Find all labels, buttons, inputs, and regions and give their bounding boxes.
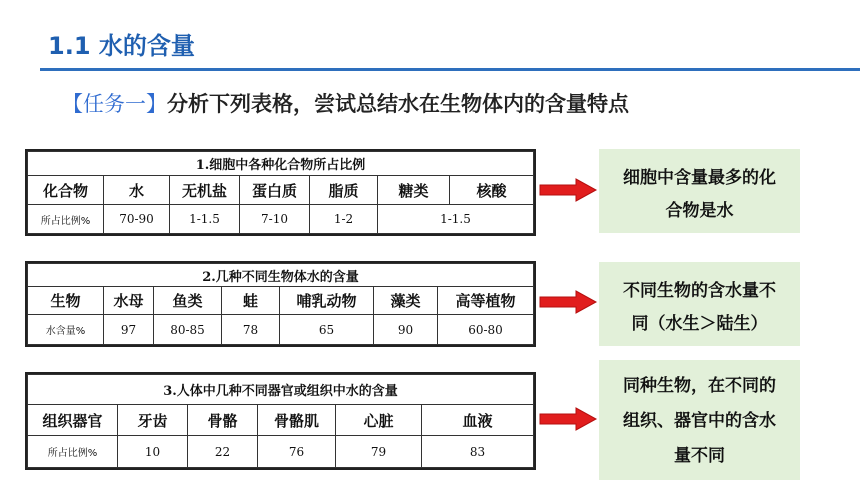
table3-cell: 10: [118, 436, 188, 468]
table3-cell: 83: [422, 436, 534, 468]
table1-header: 水: [104, 176, 170, 205]
table3-caption: 3.人体中几种不同器官或组织中水的含量: [28, 375, 534, 405]
conclusion-line: 同（水生＞陆生）: [631, 314, 768, 334]
table2-cell: 80-85: [154, 315, 222, 345]
table3-row-label: 所占比例%: [28, 436, 118, 468]
compound-ratio-table: [25, 149, 536, 236]
page-title: 1.1 水的含量: [48, 32, 195, 60]
conclusion-line: 合物是水: [665, 201, 734, 221]
table2-cell: 60-80: [438, 315, 534, 345]
task-text: 分析下列表格，尝试总结水在生物体内的含量特点: [167, 92, 629, 116]
table3-header: 骨骼肌: [258, 405, 336, 436]
table3-cell: 79: [336, 436, 422, 468]
table2-caption: 2.几种不同生物体水的含量: [28, 264, 534, 287]
arrow-right-icon: [538, 406, 598, 432]
conclusion-line: 量不同: [674, 446, 725, 466]
table1-header: 无机盐: [170, 176, 240, 205]
table1-header: 化合物: [28, 176, 104, 205]
table2-header: 蛙: [222, 287, 280, 315]
table2-cell: 97: [104, 315, 154, 345]
conclusion-box: [599, 262, 800, 346]
table3-cell: 22: [188, 436, 258, 468]
task-label: 【任务一】: [62, 92, 167, 116]
table3-header: 骨骼: [188, 405, 258, 436]
table2-header: 高等植物: [438, 287, 534, 315]
organism-water-table: [25, 261, 536, 347]
table1-header: 核酸: [450, 176, 534, 205]
table3-header: 牙齿: [118, 405, 188, 436]
table1-cell: 70-90: [104, 205, 170, 234]
table2-header: 哺乳动物: [280, 287, 374, 315]
table3-header: 血液: [422, 405, 534, 436]
table1-caption: 1.细胞中各种化合物所占比例: [28, 152, 534, 176]
table2-cell: 90: [374, 315, 438, 345]
table3-header: 组织器官: [28, 405, 118, 436]
table2-header: 水母: [104, 287, 154, 315]
conclusion-line: 细胞中含量最多的化: [623, 168, 776, 188]
table2-header: 生物: [28, 287, 104, 315]
conclusion-line: 组织、器官中的含水: [623, 411, 776, 431]
table1-cell: 1-1.5: [170, 205, 240, 234]
arrow-right-icon: [538, 177, 598, 203]
title-underline: [40, 68, 860, 71]
table3-header: 心脏: [336, 405, 422, 436]
table1-header: 糖类: [378, 176, 450, 205]
arrow-right-icon: [538, 289, 598, 315]
table3-cell: 76: [258, 436, 336, 468]
table1-header: 脂质: [310, 176, 378, 205]
table2-cell: 65: [280, 315, 374, 345]
table1-cell: 1-1.5: [378, 205, 534, 234]
organ-water-table: [25, 372, 536, 470]
task-heading: [62, 88, 629, 118]
table2-row-label: 水含量%: [28, 315, 104, 345]
conclusion-box: [599, 149, 800, 233]
table1-cell: 1-2: [310, 205, 378, 234]
conclusion-line: 不同生物的含水量不: [623, 281, 776, 301]
table1-row-label: 所占比例%: [28, 205, 104, 234]
conclusion-box: [599, 360, 800, 480]
table2-header: 藻类: [374, 287, 438, 315]
table1-header: 蛋白质: [240, 176, 310, 205]
table1-cell: 7-10: [240, 205, 310, 234]
conclusion-line: 同种生物，在不同的: [623, 376, 776, 396]
table2-header: 鱼类: [154, 287, 222, 315]
table2-cell: 78: [222, 315, 280, 345]
